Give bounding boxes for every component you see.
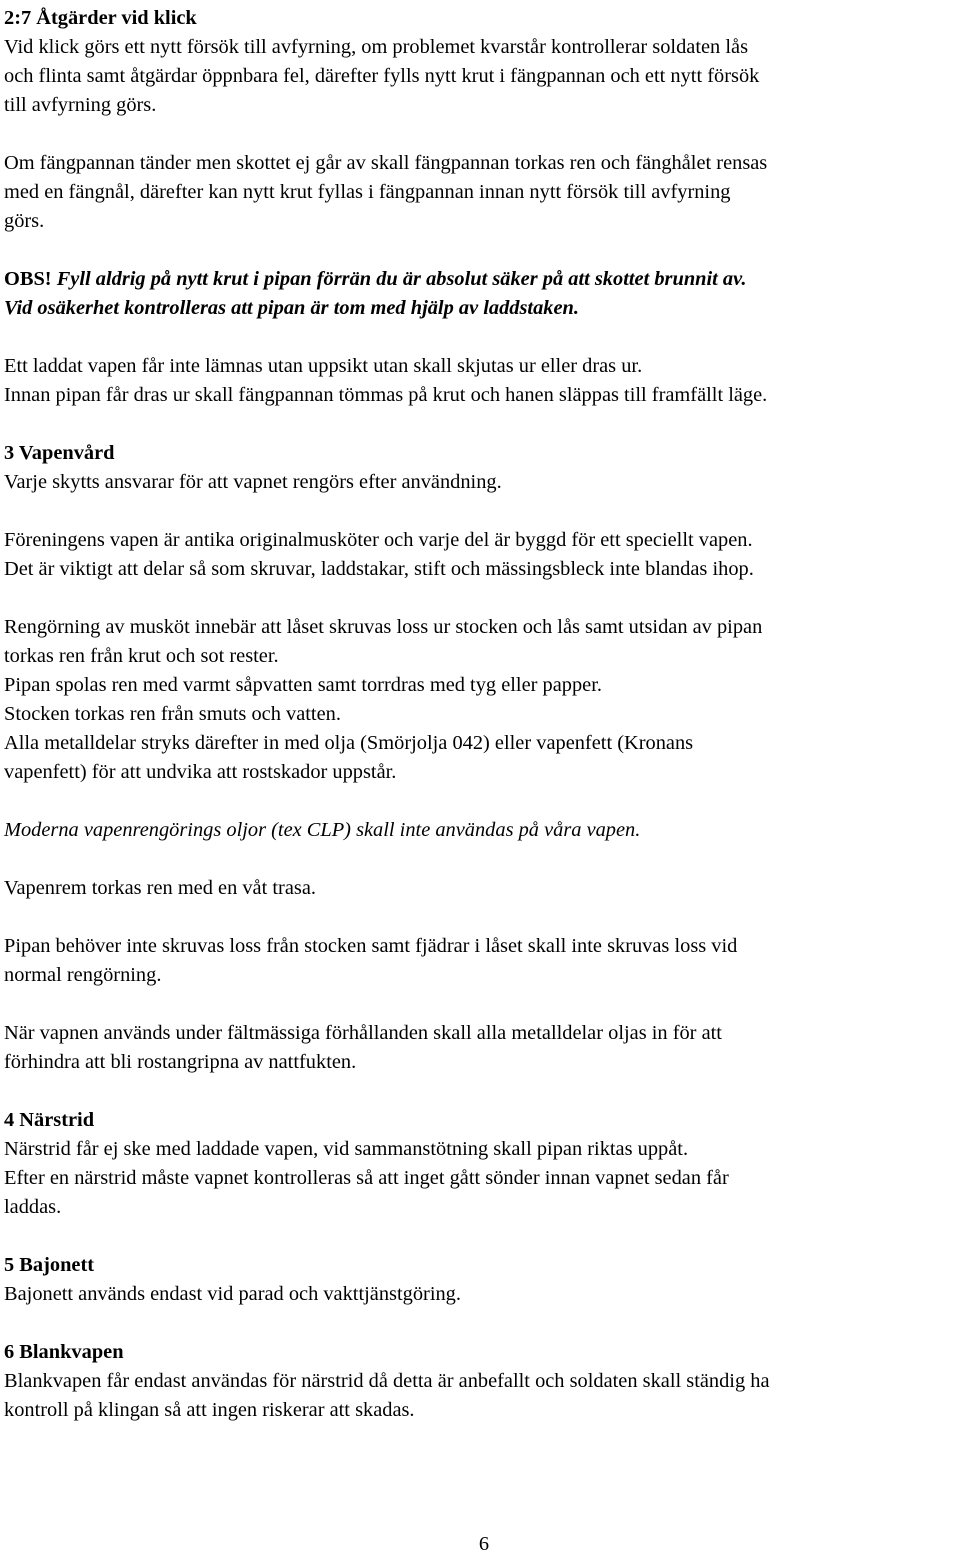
paragraph-line: Pipan behöver inte skruvas loss från stocken samt fjädrar i låset skall inte skruvas loss vid — [4, 935, 738, 957]
paragraph-line: Föreningens vapen är antika originalmusköter och varje del är byggd för ett speciellt vapen. — [4, 529, 753, 551]
paragraph-line: Närstrid får ej ske med laddade vapen, vid sammanstötning skall pipan riktas uppåt. — [4, 1138, 689, 1160]
paragraph-line: Varje skytts ansvarar för att vapnet rengörs efter användning. — [4, 471, 502, 493]
paragraph-line: förhindra att bli rostangripna av nattfukten. — [4, 1051, 357, 1073]
paragraph-line: Efter en närstrid måste vapnet kontrolleras så att inget gått sönder innan vapnet sedan får — [4, 1167, 729, 1189]
paragraph-line: med en fängnål, därefter kan nytt krut fyllas i fängpannan innan nytt försök till avfyrning — [4, 181, 731, 203]
page-number: 6 — [478, 1533, 490, 1555]
paragraph-line: normal rengörning. — [4, 964, 162, 986]
paragraph-line: laddas. — [4, 1196, 62, 1218]
section-heading-5: 5 Bajonett — [4, 1254, 95, 1276]
paragraph-line: Om fängpannan tänder men skottet ej går av skall fängpannan torkas ren och fänghålet rensas — [4, 152, 768, 174]
paragraph-line: Vid klick görs ett nytt försök till avfyrning, om problemet kvarstår kontrollerar soldaten lås — [4, 36, 748, 58]
section-heading-4: 4 Närstrid — [4, 1109, 95, 1131]
paragraph-line: till avfyrning görs. — [4, 94, 157, 116]
paragraph-line: Pipan spolas ren med varmt såpvatten samt torrdras med tyg eller papper. — [4, 674, 602, 696]
section-heading-3: 3 Vapenvård — [4, 442, 115, 464]
italic-note: Moderna vapenrengörings oljor (tex CLP) skall inte användas på våra vapen. — [4, 819, 641, 841]
paragraph-line: Alla metalldelar stryks därefter in med olja (Smörjolja 042) eller vapenfett (Kronans — [4, 732, 694, 754]
paragraph-line: Rengörning av musköt innebär att låset skruvas loss ur stocken och lås samt utsidan av pipan — [4, 616, 763, 638]
section-heading-6: 6 Blankvapen — [4, 1341, 124, 1363]
obs-warning-line — [4, 265, 956, 294]
paragraph-line: Ett laddat vapen får inte lämnas utan uppsikt utan skall skjutas ur eller dras ur. — [4, 355, 643, 377]
paragraph-line: Bajonett används endast vid parad och vakttjänstgöring. — [4, 1283, 461, 1305]
paragraph-line: Det är viktigt att delar så som skruvar, laddstakar, stift och mässingsbleck inte blandas ihop. — [4, 558, 754, 580]
paragraph-line: torkas ren från krut och sot rester. — [4, 645, 279, 667]
paragraph-line: När vapnen används under fältmässiga förhållanden skall alla metalldelar oljas in för att — [4, 1022, 722, 1044]
paragraph-line: Stocken torkas ren från smuts och vatten. — [4, 703, 341, 725]
paragraph-line: vapenfett) för att undvika att rostskador uppstår. — [4, 761, 397, 783]
paragraph-line: och flinta samt åtgärdar öppnbara fel, därefter fylls nytt krut i fängpannan och ett nytt försök — [4, 65, 760, 87]
paragraph-line: Innan pipan får dras ur skall fängpannan tömmas på krut och hanen släppas till framfällt läge. — [4, 384, 768, 406]
paragraph-line: Blankvapen får endast användas för närstrid då detta är anbefallt och soldaten skall ständig ha — [4, 1370, 770, 1392]
paragraph-line: kontroll på klingan så att ingen riskerar att skadas. — [4, 1399, 415, 1421]
paragraph-line: Vapenrem torkas ren med en våt trasa. — [4, 877, 316, 899]
obs-warning-text-2: Vid osäkerhet kontrolleras att pipan är tom med hjälp av laddstaken. — [4, 297, 579, 319]
section-heading-2-7: 2:7 Åtgärder vid klick — [4, 7, 197, 29]
obs-warning-text: Fyll aldrig på nytt krut i pipan förrän du är absolut säker på att skottet brunnit av. — [51, 268, 747, 290]
document-page — [4, 4, 956, 1425]
obs-label: OBS! — [4, 268, 52, 290]
paragraph-line: görs. — [4, 210, 45, 232]
